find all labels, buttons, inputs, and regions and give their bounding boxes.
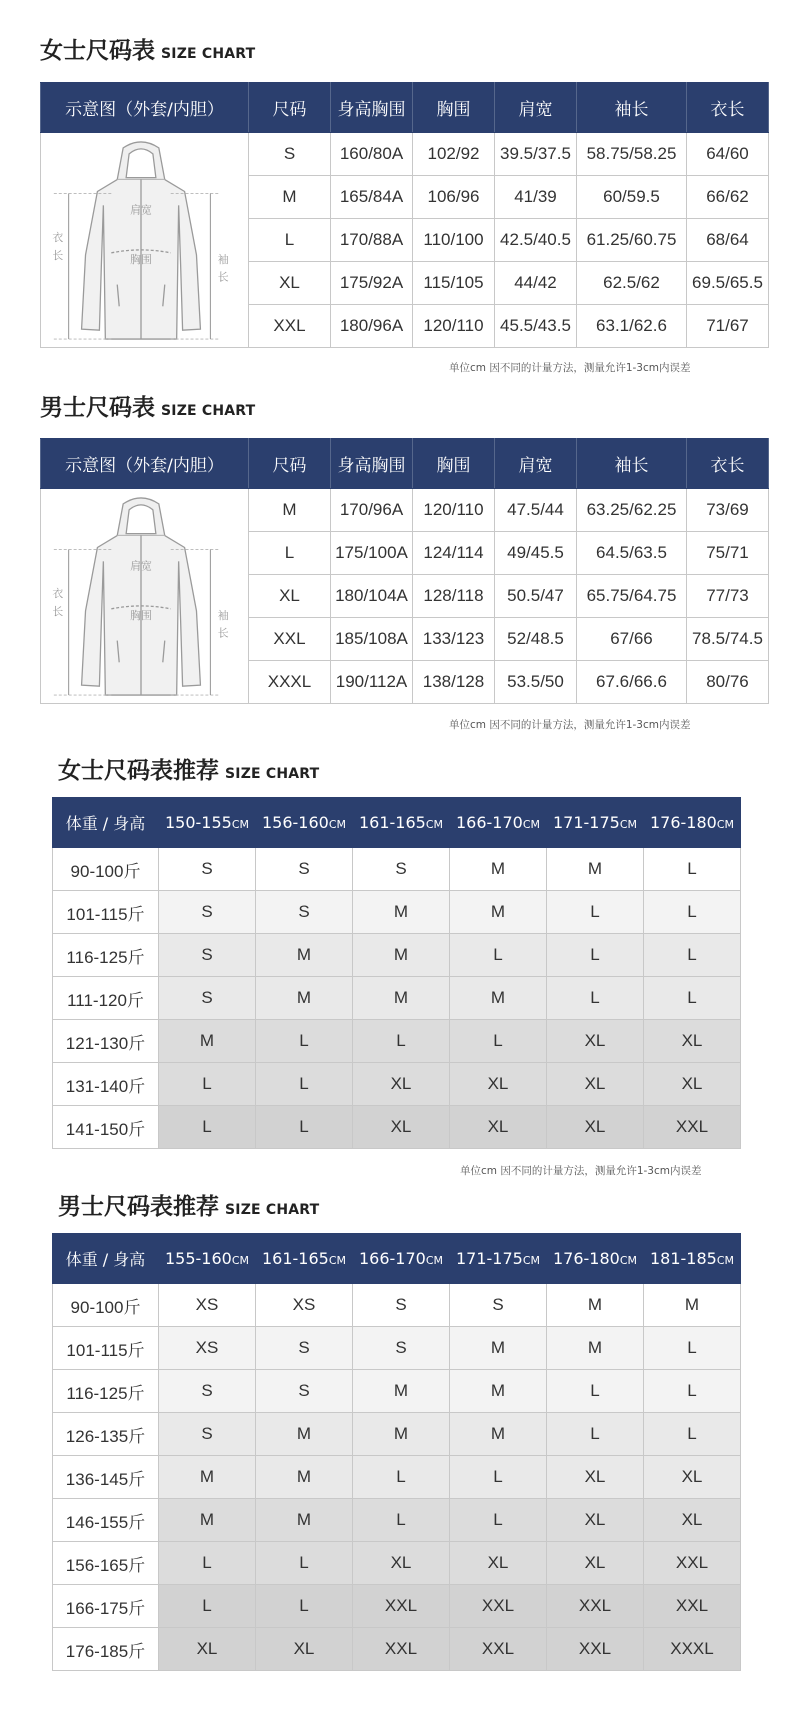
chest-label: 胸围 <box>130 608 152 622</box>
size-cell: XXL <box>644 1542 741 1585</box>
size-cell: XL <box>644 1063 741 1106</box>
size-cell: M <box>644 1284 741 1327</box>
table-row <box>41 133 769 176</box>
size-cell: L <box>644 977 741 1020</box>
men-recommend-table <box>52 1233 741 1671</box>
table-cell: 175/92A <box>331 262 413 305</box>
size-cell: L <box>256 1063 353 1106</box>
size-cell: XL <box>450 1106 547 1149</box>
size-cell: XXL <box>547 1628 644 1671</box>
table-row <box>53 1106 741 1149</box>
jacket-diagram <box>41 133 249 348</box>
weight-cell: 116-125斤 <box>53 1370 159 1413</box>
weight-cell: 136-145斤 <box>53 1456 159 1499</box>
table-cell: 63.25/62.25 <box>577 489 687 532</box>
column-header: 胸围 <box>413 439 495 489</box>
women-size-table <box>40 82 769 348</box>
size-cell: L <box>450 1020 547 1063</box>
size-cell: L <box>450 1499 547 1542</box>
size-cell: L <box>159 1106 256 1149</box>
size-cell: M <box>353 934 450 977</box>
column-header: 身高胸围 <box>331 439 413 489</box>
table-cell: 77/73 <box>687 575 769 618</box>
table-cell: 106/96 <box>413 176 495 219</box>
table-cell: 62.5/62 <box>577 262 687 305</box>
size-cell: M <box>450 1370 547 1413</box>
size-cell: M <box>450 1327 547 1370</box>
size-cell: XL <box>547 1542 644 1585</box>
column-header: 示意图（外套/内胆） <box>41 83 249 133</box>
table-cell: 60/59.5 <box>577 176 687 219</box>
size-cell: M <box>256 1499 353 1542</box>
size-cell: M <box>547 848 644 891</box>
table-cell: 75/71 <box>687 532 769 575</box>
size-cell: L <box>256 1585 353 1628</box>
table-cell: 67/66 <box>577 618 687 661</box>
table-cell: XXL <box>249 305 331 348</box>
height-column-header: 176-180CM <box>644 798 741 848</box>
table-row <box>53 1628 741 1671</box>
table-cell: L <box>249 532 331 575</box>
size-cell: S <box>159 891 256 934</box>
height-column-header: 161-165CM <box>353 798 450 848</box>
height-column-header: 181-185CM <box>644 1234 741 1284</box>
table-cell: 69.5/65.5 <box>687 262 769 305</box>
size-cell: M <box>256 934 353 977</box>
table-cell: XXXL <box>249 661 331 704</box>
size-cell: XL <box>353 1063 450 1106</box>
women-size-note: 单位cm 因不同的计量方法，测量允许1-3cm内误差 <box>449 362 691 374</box>
size-cell: M <box>547 1327 644 1370</box>
size-cell: M <box>159 1456 256 1499</box>
table-row <box>53 1413 741 1456</box>
size-cell: M <box>450 1413 547 1456</box>
size-cell: XL <box>450 1063 547 1106</box>
jacket-diagram-icon <box>41 136 241 344</box>
table-row <box>53 934 741 977</box>
table-cell: 175/100A <box>331 532 413 575</box>
table-row <box>53 1020 741 1063</box>
corner-header: 体重 / 身高 <box>53 798 159 848</box>
length-label-1: 衣 <box>52 586 64 600</box>
weight-cell: 131-140斤 <box>53 1063 159 1106</box>
sleeve-label-1: 袖 <box>217 252 229 266</box>
table-cell: M <box>249 489 331 532</box>
size-cell: XL <box>256 1628 353 1671</box>
table-cell: 41/39 <box>495 176 577 219</box>
men-size-note: 单位cm 因不同的计量方法，测量允许1-3cm内误差 <box>449 719 691 731</box>
size-cell: M <box>547 1284 644 1327</box>
size-cell: XXL <box>547 1585 644 1628</box>
size-cell: XL <box>644 1020 741 1063</box>
size-cell: L <box>159 1542 256 1585</box>
table-cell: 42.5/40.5 <box>495 219 577 262</box>
table-cell: 68/64 <box>687 219 769 262</box>
size-cell: L <box>353 1499 450 1542</box>
height-column-header: 171-175CM <box>450 1234 547 1284</box>
size-cell: L <box>450 934 547 977</box>
women-recommend-table <box>52 797 741 1149</box>
weight-cell: 146-155斤 <box>53 1499 159 1542</box>
weight-cell: 141-150斤 <box>53 1106 159 1149</box>
men-recommend-title: 男士尺码表推荐 SIZE CHART <box>58 1194 320 1220</box>
size-cell: M <box>450 891 547 934</box>
table-cell: 64/60 <box>687 133 769 176</box>
women-recommend-title: 女士尺码表推荐 SIZE CHART <box>58 758 320 784</box>
table-cell: 110/100 <box>413 219 495 262</box>
size-cell: S <box>159 848 256 891</box>
table-cell: 53.5/50 <box>495 661 577 704</box>
table-row <box>53 891 741 934</box>
size-cell: S <box>256 1327 353 1370</box>
size-cell: M <box>159 1499 256 1542</box>
table-row <box>53 1327 741 1370</box>
size-cell: XL <box>159 1628 256 1671</box>
size-cell: XL <box>644 1456 741 1499</box>
table-cell: 49/45.5 <box>495 532 577 575</box>
column-header: 袖长 <box>577 439 687 489</box>
table-cell: 65.75/64.75 <box>577 575 687 618</box>
table-cell: 80/76 <box>687 661 769 704</box>
women-recommend-note: 单位cm 因不同的计量方法，测量允许1-3cm内误差 <box>460 1165 702 1177</box>
size-cell: L <box>547 1370 644 1413</box>
shoulder-label: 肩宽 <box>130 203 152 217</box>
table-cell: 115/105 <box>413 262 495 305</box>
size-cell: XL <box>353 1542 450 1585</box>
table-cell: 124/114 <box>413 532 495 575</box>
table-cell: 160/80A <box>331 133 413 176</box>
table-row <box>53 1370 741 1413</box>
weight-cell: 126-135斤 <box>53 1413 159 1456</box>
size-cell: XXL <box>450 1628 547 1671</box>
table-cell: M <box>249 176 331 219</box>
size-cell: L <box>353 1456 450 1499</box>
size-cell: M <box>256 1456 353 1499</box>
size-cell: S <box>353 1284 450 1327</box>
men-size-table <box>40 438 769 704</box>
table-cell: 180/104A <box>331 575 413 618</box>
size-cell: XL <box>450 1542 547 1585</box>
table-cell: 102/92 <box>413 133 495 176</box>
table-cell: 63.1/62.6 <box>577 305 687 348</box>
column-header: 尺码 <box>249 439 331 489</box>
column-header: 身高胸围 <box>331 83 413 133</box>
size-cell: S <box>159 977 256 1020</box>
table-cell: 44/42 <box>495 262 577 305</box>
table-cell: 47.5/44 <box>495 489 577 532</box>
size-cell: XXL <box>353 1585 450 1628</box>
column-header: 尺码 <box>249 83 331 133</box>
size-cell: XXL <box>353 1628 450 1671</box>
table-cell: 45.5/43.5 <box>495 305 577 348</box>
size-cell: L <box>644 891 741 934</box>
table-cell: 58.75/58.25 <box>577 133 687 176</box>
length-label-2: 长 <box>52 604 64 618</box>
size-cell: XS <box>256 1284 353 1327</box>
table-cell: 64.5/63.5 <box>577 532 687 575</box>
table-row <box>41 489 769 532</box>
table-cell: S <box>249 133 331 176</box>
table-cell: XL <box>249 575 331 618</box>
size-cell: S <box>159 1370 256 1413</box>
size-cell: XL <box>547 1063 644 1106</box>
size-cell: XL <box>644 1499 741 1542</box>
sleeve-label-2: 长 <box>217 270 229 284</box>
size-cell: S <box>159 1413 256 1456</box>
table-row <box>53 1585 741 1628</box>
size-cell: L <box>547 1413 644 1456</box>
size-cell: L <box>644 1413 741 1456</box>
size-cell: L <box>547 934 644 977</box>
size-cell: S <box>353 848 450 891</box>
header-row <box>53 798 741 848</box>
weight-cell: 101-115斤 <box>53 891 159 934</box>
size-cell: L <box>353 1020 450 1063</box>
size-cell: L <box>547 891 644 934</box>
column-header: 袖长 <box>577 83 687 133</box>
jacket-diagram-icon <box>41 492 241 700</box>
table-cell: 170/96A <box>331 489 413 532</box>
header-row <box>41 83 769 133</box>
table-cell: 73/69 <box>687 489 769 532</box>
table-row <box>53 1499 741 1542</box>
table-row <box>53 977 741 1020</box>
table-cell: 66/62 <box>687 176 769 219</box>
table-cell: 39.5/37.5 <box>495 133 577 176</box>
table-cell: 128/118 <box>413 575 495 618</box>
size-cell: S <box>256 891 353 934</box>
table-cell: 180/96A <box>331 305 413 348</box>
weight-cell: 111-120斤 <box>53 977 159 1020</box>
size-cell: L <box>644 934 741 977</box>
weight-cell: 101-115斤 <box>53 1327 159 1370</box>
sleeve-label-2: 长 <box>217 626 229 640</box>
size-cell: XL <box>353 1106 450 1149</box>
size-cell: S <box>159 934 256 977</box>
table-cell: 190/112A <box>331 661 413 704</box>
size-cell: L <box>159 1585 256 1628</box>
size-cell: M <box>450 848 547 891</box>
height-column-header: 155-160CM <box>159 1234 256 1284</box>
table-cell: 133/123 <box>413 618 495 661</box>
jacket-diagram <box>41 489 249 704</box>
table-cell: XL <box>249 262 331 305</box>
size-cell: L <box>159 1063 256 1106</box>
table-cell: 50.5/47 <box>495 575 577 618</box>
table-cell: 61.25/60.75 <box>577 219 687 262</box>
weight-cell: 116-125斤 <box>53 934 159 977</box>
length-label-1: 衣 <box>52 230 64 244</box>
size-cell: L <box>450 1456 547 1499</box>
shoulder-label: 肩宽 <box>130 559 152 573</box>
column-header: 示意图（外套/内胆） <box>41 439 249 489</box>
table-cell: 52/48.5 <box>495 618 577 661</box>
size-cell: XL <box>547 1499 644 1542</box>
table-cell: 138/128 <box>413 661 495 704</box>
table-cell: XXL <box>249 618 331 661</box>
weight-cell: 166-175斤 <box>53 1585 159 1628</box>
size-cell: M <box>353 891 450 934</box>
column-header: 衣长 <box>687 83 769 133</box>
size-cell: S <box>256 1370 353 1413</box>
sleeve-label-1: 袖 <box>217 608 229 622</box>
chest-label: 胸围 <box>130 252 152 266</box>
column-header: 衣长 <box>687 439 769 489</box>
table-row <box>53 1542 741 1585</box>
size-cell: XL <box>547 1020 644 1063</box>
size-cell: S <box>256 848 353 891</box>
size-cell: M <box>353 1413 450 1456</box>
size-cell: M <box>353 977 450 1020</box>
height-column-header: 176-180CM <box>547 1234 644 1284</box>
weight-cell: 90-100斤 <box>53 848 159 891</box>
men-size-chart-title: 男士尺码表 SIZE CHART <box>40 395 256 421</box>
header-row <box>53 1234 741 1284</box>
size-cell: XL <box>547 1106 644 1149</box>
length-label-2: 长 <box>52 248 64 262</box>
table-cell: 170/88A <box>331 219 413 262</box>
height-column-header: 150-155CM <box>159 798 256 848</box>
height-column-header: 161-165CM <box>256 1234 353 1284</box>
table-row <box>53 1284 741 1327</box>
size-cell: XXL <box>450 1585 547 1628</box>
corner-header: 体重 / 身高 <box>53 1234 159 1284</box>
size-cell: S <box>450 1284 547 1327</box>
weight-cell: 90-100斤 <box>53 1284 159 1327</box>
table-cell: 165/84A <box>331 176 413 219</box>
height-column-header: 171-175CM <box>547 798 644 848</box>
height-column-header: 156-160CM <box>256 798 353 848</box>
table-cell: 120/110 <box>413 489 495 532</box>
size-cell: XXL <box>644 1585 741 1628</box>
height-column-header: 166-170CM <box>450 798 547 848</box>
column-header: 胸围 <box>413 83 495 133</box>
size-cell: S <box>353 1327 450 1370</box>
size-cell: M <box>159 1020 256 1063</box>
weight-cell: 176-185斤 <box>53 1628 159 1671</box>
table-cell: L <box>249 219 331 262</box>
size-cell: L <box>644 848 741 891</box>
table-row <box>53 848 741 891</box>
weight-cell: 121-130斤 <box>53 1020 159 1063</box>
size-cell: L <box>547 977 644 1020</box>
size-cell: M <box>353 1370 450 1413</box>
weight-cell: 156-165斤 <box>53 1542 159 1585</box>
table-cell: 71/67 <box>687 305 769 348</box>
table-row <box>53 1063 741 1106</box>
table-cell: 67.6/66.6 <box>577 661 687 704</box>
size-cell: L <box>256 1020 353 1063</box>
size-cell: M <box>450 977 547 1020</box>
column-header: 肩宽 <box>495 83 577 133</box>
size-cell: L <box>256 1106 353 1149</box>
header-row <box>41 439 769 489</box>
size-cell: L <box>644 1327 741 1370</box>
size-cell: L <box>256 1542 353 1585</box>
size-cell: XXXL <box>644 1628 741 1671</box>
column-header: 肩宽 <box>495 439 577 489</box>
women-size-chart-title: 女士尺码表 SIZE CHART <box>40 38 256 64</box>
size-cell: M <box>256 977 353 1020</box>
table-row <box>53 1456 741 1499</box>
size-cell: XL <box>547 1456 644 1499</box>
table-cell: 185/108A <box>331 618 413 661</box>
height-column-header: 166-170CM <box>353 1234 450 1284</box>
size-cell: XS <box>159 1327 256 1370</box>
table-cell: 78.5/74.5 <box>687 618 769 661</box>
size-cell: XS <box>159 1284 256 1327</box>
size-cell: L <box>644 1370 741 1413</box>
size-cell: M <box>256 1413 353 1456</box>
table-cell: 120/110 <box>413 305 495 348</box>
size-cell: XXL <box>644 1106 741 1149</box>
